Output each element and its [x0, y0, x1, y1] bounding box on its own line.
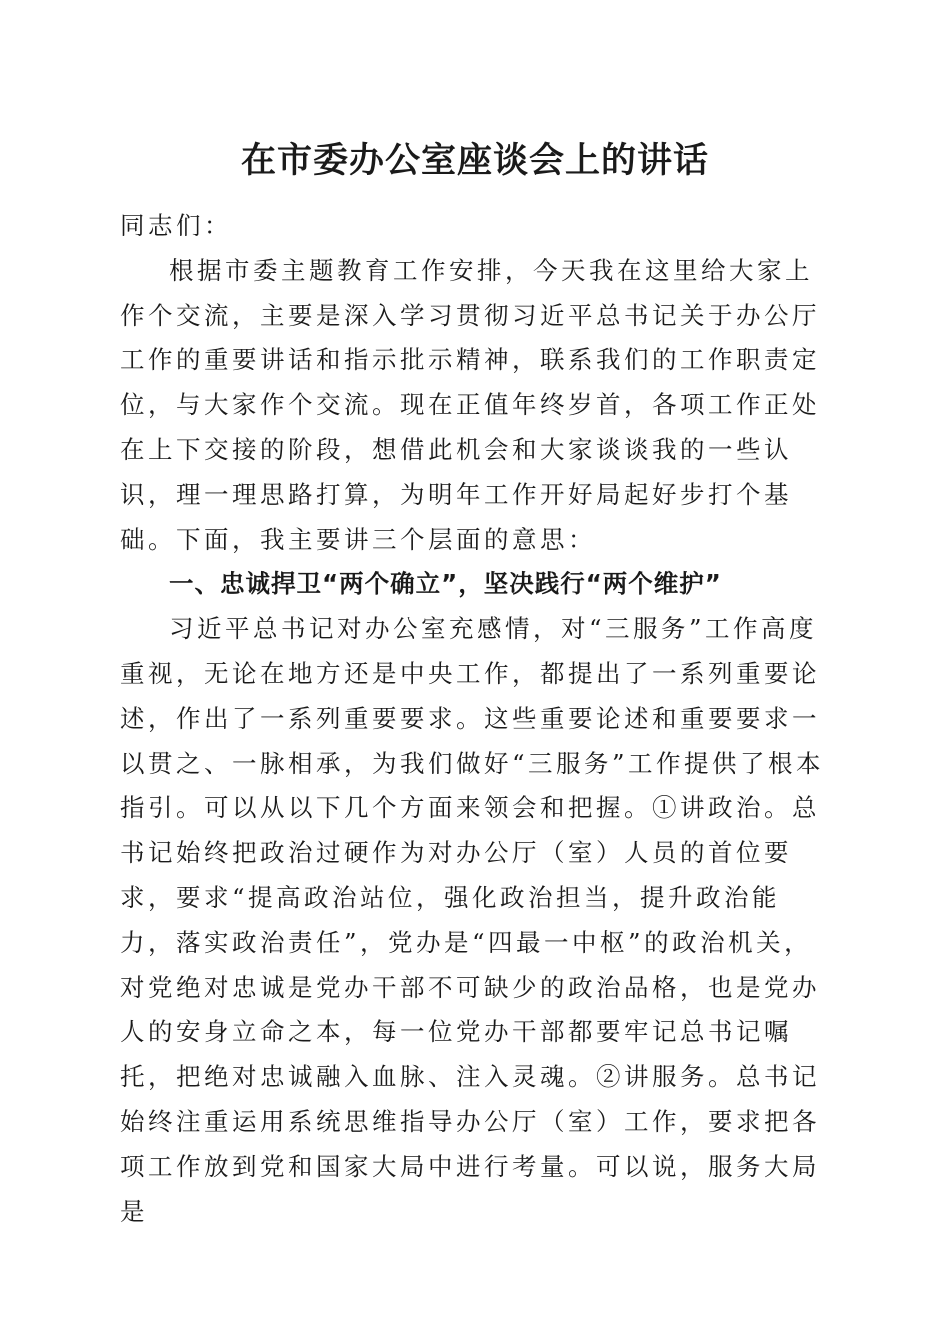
section-1-paragraph: 习近平总书记对办公室充感情，对“三服务”工作高度重视，无论在地方还是中央工作，都提出了一系列重要论述，作出了一系列重要要求。这些重要论述和重要要求一以贯之、一脉相承，为我们做好“三服务”工作提供了根本指引。可以从以下几个方面来领会和把握。①讲政治。总书记始终把政治过硬作为对办公厅（室）人员的首位要求，要求“提高政治站位，强化政治担当，提升政治能力，落实政治责任”，党办是“四最一中枢”的政治机关，对党绝对忠诚是党办干部不可缺少的政治品格，也是党办人的安身立命之本，每一位党办干部都要牢记总书记嘱托，把绝对忠诚融入血脉、注入灵魂。②讲服务。总书记始终注重运用系统思维指导办公厅（室）工作，要求把各项工作放到党和国家大局中进行考量。可以说，服务大局是 — [120, 614, 825, 1226]
document-body — [120, 204, 832, 1234]
salutation: 同志们： — [120, 211, 232, 240]
section-heading-1: 一、忠诚捍卫“两个确立”，坚决践行“两个维护” — [169, 569, 722, 599]
intro-paragraph: 根据市委主题教育工作安排，今天我在这里给大家上作个交流，主要是深入学习贯彻习近平总书记关于办公厅工作的重要讲话和指示批示精神，联系我们的工作职责定位，与大家作个交流。现在正值年终岁首，各项工作正处在上下交接的阶段，想借此机会和大家谈谈我的一些认识，理一理思路打算，为明年工作开好局起好步打个基础。下面，我主要讲三个层面的意思： — [120, 255, 820, 554]
document-title: 在市委办公室座谈会上的讲话 — [240, 140, 709, 181]
